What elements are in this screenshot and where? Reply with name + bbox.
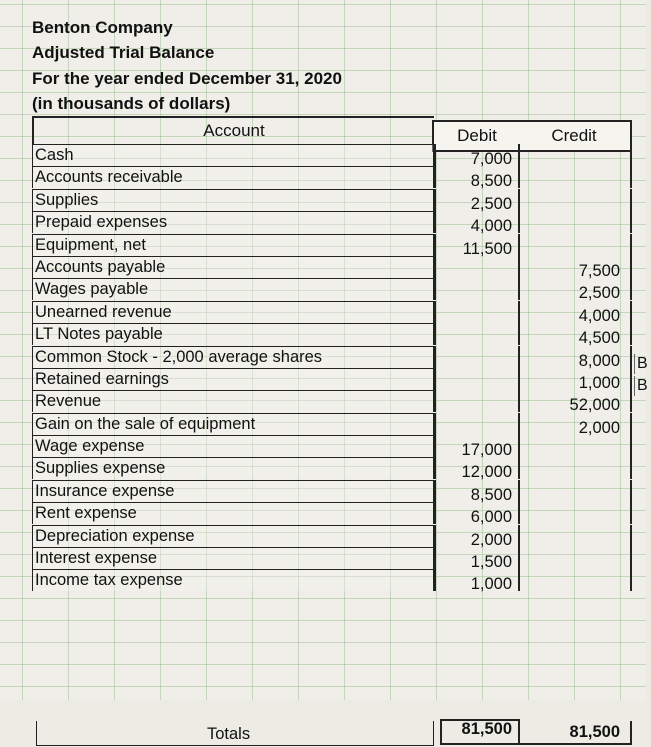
table-row [30, 457, 634, 482]
debit-cell[interactable]: 17,000 [434, 435, 520, 457]
totals-debit[interactable]: 81,500 [440, 721, 520, 745]
account-cell[interactable]: Prepaid expenses [32, 211, 434, 233]
account-cell[interactable]: Wage expense [32, 435, 434, 457]
column-header-credit: Credit [518, 120, 632, 152]
table-row [30, 502, 634, 527]
credit-cell[interactable]: 52,000 [520, 390, 632, 412]
totals-account-cell[interactable] [36, 721, 434, 746]
totals-row [30, 721, 634, 747]
credit-cell[interactable]: 7,500 [520, 256, 632, 278]
debit-cell[interactable] [434, 278, 520, 300]
debit-cell[interactable] [434, 256, 520, 278]
credit-cell[interactable] [520, 502, 632, 524]
debit-cell[interactable]: 1,500 [434, 547, 520, 569]
table-row [30, 256, 634, 278]
credit-cell[interactable]: 1,000 [520, 368, 632, 390]
adjacent-cell[interactable]: B [634, 376, 651, 396]
table-row [30, 189, 634, 211]
table-row [30, 413, 634, 435]
table-row [30, 547, 634, 572]
credit-cell[interactable] [520, 435, 632, 457]
table-row [30, 480, 634, 502]
account-cell[interactable]: Revenue [32, 390, 434, 412]
credit-cell[interactable]: 4,000 [520, 301, 632, 323]
statement-period: For the year ended December 31, 2020 [32, 69, 342, 88]
debit-cell[interactable]: 8,500 [434, 166, 520, 188]
debit-cell[interactable] [434, 390, 520, 412]
account-cell[interactable]: Supplies expense [32, 457, 434, 479]
table-row [30, 368, 648, 394]
credit-cell[interactable] [520, 211, 632, 233]
table-row [30, 323, 634, 348]
account-cell[interactable]: Income tax expense [32, 569, 434, 591]
column-header-debit: Debit [432, 120, 522, 152]
column-header-account: Account [32, 116, 434, 144]
credit-cell[interactable] [520, 480, 632, 502]
debit-cell[interactable]: 11,500 [434, 234, 520, 256]
credit-cell[interactable]: 2,500 [520, 278, 632, 300]
totals-label: Totals [207, 725, 251, 743]
credit-cell[interactable]: 4,500 [520, 323, 632, 345]
company-name: Benton Company [32, 18, 173, 37]
debit-cell[interactable]: 12,000 [434, 457, 520, 479]
debit-cell[interactable] [434, 346, 520, 368]
account-cell[interactable]: LT Notes payable [32, 323, 434, 345]
account-cell[interactable]: Unearned revenue [32, 301, 434, 323]
credit-cell[interactable] [520, 569, 632, 591]
table-body [30, 144, 648, 594]
table-row [30, 301, 634, 323]
debit-cell[interactable]: 1,000 [434, 569, 520, 591]
account-cell[interactable]: Depreciation expense [32, 525, 434, 547]
credit-cell[interactable] [520, 189, 632, 211]
credit-cell[interactable] [520, 166, 632, 188]
credit-cell[interactable]: 8,000 [520, 346, 632, 368]
account-cell[interactable]: Supplies [32, 189, 434, 211]
table-row [30, 525, 634, 547]
table-row [30, 166, 634, 191]
credit-cell[interactable] [520, 144, 632, 166]
account-cell[interactable]: Common Stock - 2,000 average shares [32, 346, 434, 368]
credit-cell[interactable] [520, 234, 632, 256]
debit-cell[interactable]: 6,000 [434, 502, 520, 524]
credit-cell[interactable] [520, 525, 632, 547]
table-row [30, 346, 648, 372]
debit-cell[interactable]: 7,000 [434, 144, 520, 166]
account-cell[interactable]: Accounts payable [32, 256, 434, 278]
account-cell[interactable]: Wages payable [32, 278, 434, 300]
table-row [30, 144, 634, 166]
account-cell[interactable]: Retained earnings [32, 368, 434, 390]
debit-cell[interactable]: 8,500 [434, 480, 520, 502]
account-cell[interactable]: Gain on the sale of equipment [32, 413, 434, 435]
account-cell[interactable]: Insurance expense [32, 480, 434, 502]
debit-cell[interactable] [434, 413, 520, 435]
credit-cell[interactable]: 2,000 [520, 413, 632, 435]
table-row [30, 278, 634, 303]
debit-cell[interactable] [434, 301, 520, 323]
statement-title: Adjusted Trial Balance [32, 43, 215, 62]
table-row [30, 211, 634, 236]
totals-credit[interactable]: 81,500 [520, 721, 632, 745]
debit-cell[interactable] [434, 368, 520, 390]
account-cell[interactable]: Rent expense [32, 502, 434, 524]
account-cell[interactable]: Accounts receivable [32, 166, 434, 188]
credit-cell[interactable] [520, 547, 632, 569]
account-cell[interactable]: Equipment, net [32, 234, 434, 256]
statement-units: (in thousands of dollars) [32, 94, 231, 113]
debit-cell[interactable] [434, 323, 520, 345]
account-cell[interactable]: Interest expense [32, 547, 434, 569]
account-cell[interactable]: Cash [32, 144, 434, 166]
table-row [30, 390, 634, 415]
table-row [30, 569, 634, 594]
debit-cell[interactable]: 2,000 [434, 525, 520, 547]
debit-cell[interactable]: 4,000 [434, 211, 520, 233]
table-row [30, 234, 634, 256]
adjacent-cell[interactable]: B [634, 354, 651, 374]
debit-cell[interactable]: 2,500 [434, 189, 520, 211]
table-row [30, 435, 634, 460]
credit-cell[interactable] [520, 457, 632, 479]
